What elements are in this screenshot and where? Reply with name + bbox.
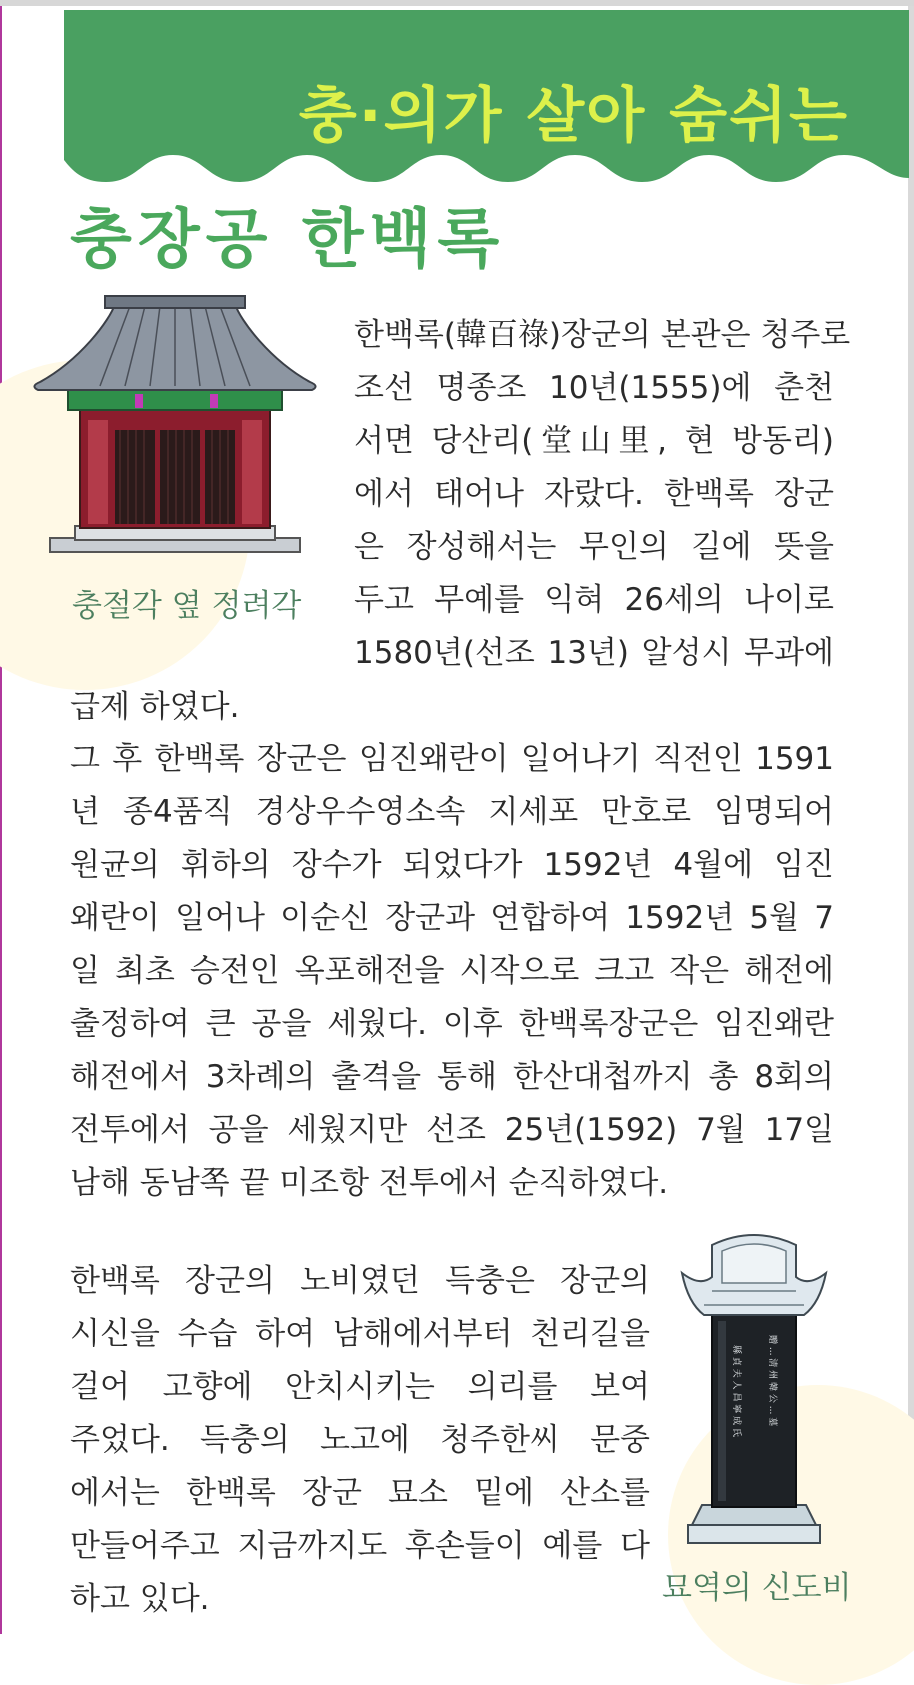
text-line: 주었다. 득충의 노고에 청주한씨 문중 xyxy=(70,1422,650,1458)
text-line: 1580년(선조 13년) 알성시 무과에 xyxy=(354,635,834,671)
paragraph-intro-end xyxy=(70,681,834,734)
text-line: 해전에서 3차례의 출격을 통해 한산대첩까지 총 8회의 xyxy=(70,1059,834,1095)
text-line: 원균의 휘하의 장수가 되었다가 1592년 4월에 임진 xyxy=(70,847,834,883)
text-line: 출정하여 큰 공을 세웠다. 이후 한백록장군은 임진왜란 xyxy=(70,1006,834,1042)
page-right-border xyxy=(908,6,914,1634)
text-line: 년 종4품직 경상우수영소속 지세포 만호로 임명되어 xyxy=(70,794,834,830)
text-line: 서면 당산리(堂山里, 현 방동리) xyxy=(354,423,834,459)
text-line: 시신을 수습 하여 남해에서부터 천리길을 xyxy=(70,1316,650,1352)
text-line: 에서 태어나 자랐다. 한백록 장군 xyxy=(354,476,834,512)
stele-icon xyxy=(678,1225,830,1555)
text-line: 그 후 한백록 장군은 임진왜란이 일어나기 직전인 1591 xyxy=(70,741,834,777)
paragraph-intro xyxy=(354,309,851,680)
text-line: 조선 명종조 10년(1555)에 춘천 xyxy=(354,370,834,406)
text-line: 만들어주고 지금까지도 후손들이 예를 다 xyxy=(70,1528,650,1564)
paragraph-loyalty xyxy=(70,1255,650,1626)
paragraph-war-history xyxy=(70,733,834,1210)
stele-illustration xyxy=(678,1225,830,1559)
stele-inscription: 縣 貞 夫 人 昌 寧 成 氏 xyxy=(731,1345,741,1438)
text-line: 전투에서 공을 세웠지만 선조 25년(1592) 7월 17일 xyxy=(70,1112,834,1148)
text-line: 은 장성해서는 무인의 길에 뜻을 xyxy=(354,529,834,565)
text-line: 왜란이 일어나 이순신 장군과 연합하여 1592년 5월 7 xyxy=(70,900,834,936)
pavilion-illustration xyxy=(20,290,330,574)
text-line: 일 최초 승전인 옥포해전을 시작으로 크고 작은 해전에 xyxy=(70,953,834,989)
page-top-border xyxy=(0,0,914,6)
text-line: 급제 하였다. xyxy=(70,689,240,725)
text-line: 에서는 한백록 장군 묘소 밑에 산소를 xyxy=(70,1475,650,1511)
text-line: 한백록 장군의 노비였던 득충은 장군의 xyxy=(70,1263,650,1299)
page-title: 충장공 한백록 xyxy=(70,202,506,277)
text-line: 하고 있다. xyxy=(70,1581,210,1617)
page-left-border xyxy=(0,6,2,1634)
text-line: 남해 동남쪽 끝 미조항 전투에서 순직하였다. xyxy=(70,1165,669,1201)
pavilion-caption: 충절각 옆 정려각 xyxy=(72,588,302,624)
text-line: 걸어 고향에 안치시키는 의리를 보여 xyxy=(70,1369,650,1405)
header-banner xyxy=(64,10,909,185)
pavilion-icon xyxy=(20,290,330,570)
text-line: 한백록(韓百祿)장군의 본관은 청주로 xyxy=(354,317,851,353)
banner-title: 충·의가 살아 숨쉬는 xyxy=(298,81,849,151)
stele-caption: 묘역의 신도비 xyxy=(662,1570,852,1606)
text-line: 두고 무예를 익혀 26세의 나이로 xyxy=(354,582,834,618)
stele-inscription: 贈 ... 淸 州 韓 公 ... 墓 xyxy=(767,1335,777,1427)
